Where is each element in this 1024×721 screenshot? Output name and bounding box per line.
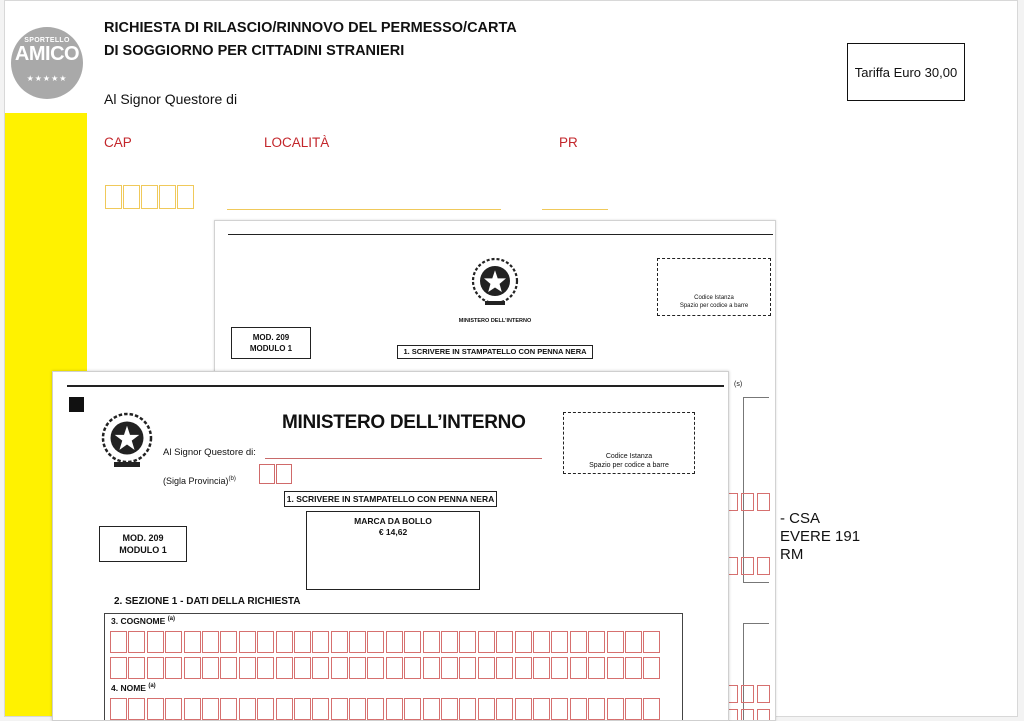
letter-box[interactable]	[441, 657, 458, 679]
letter-box[interactable]	[496, 631, 513, 653]
letter-box[interactable]	[147, 631, 164, 653]
marca-da-bollo-label: MARCA DA BOLLO	[354, 516, 432, 526]
mod-number: MOD. 209	[252, 333, 290, 342]
letter-box[interactable]	[423, 631, 440, 653]
letter-box[interactable]	[184, 631, 201, 653]
envelope-title	[104, 17, 517, 63]
letter-box[interactable]	[570, 698, 587, 720]
address-line-3: RM	[780, 546, 804, 563]
letter-box[interactable]	[441, 631, 458, 653]
logo-stars: ★★★★★	[26, 74, 68, 83]
letter-box[interactable]	[496, 657, 513, 679]
letter-box[interactable]	[478, 698, 495, 720]
letter-box[interactable]	[515, 657, 532, 679]
letter-box[interactable]	[588, 631, 605, 653]
letter-box[interactable]	[147, 698, 164, 720]
nome-label	[111, 683, 156, 693]
letter-box[interactable]	[386, 657, 403, 679]
cap-label: CAP	[104, 135, 132, 150]
pr-label: PR	[559, 135, 578, 150]
envelope-title-line1: RICHIESTA DI RILASCIO/RINNOVO DEL PERMESSO/CARTA	[104, 20, 517, 36]
letter-box[interactable]	[367, 657, 384, 679]
form-back-field-box[interactable]	[741, 709, 754, 721]
letter-box[interactable]	[478, 631, 495, 653]
letter-box[interactable]	[239, 657, 256, 679]
letter-box[interactable]	[404, 631, 421, 653]
cap-box[interactable]	[177, 185, 194, 209]
codice-barre-label: Spazio per codice a barre	[589, 462, 669, 469]
letter-box[interactable]	[220, 631, 237, 653]
address-line-1: - CSA	[780, 510, 821, 527]
form-back-field-box[interactable]	[757, 493, 770, 511]
letter-box[interactable]	[220, 698, 237, 720]
letter-box[interactable]	[202, 631, 219, 653]
letter-box[interactable]	[570, 631, 587, 653]
letter-box[interactable]	[441, 698, 458, 720]
modulo-number: MODULO 1	[119, 545, 167, 555]
form-back-field-box[interactable]	[757, 709, 770, 721]
sigla-provincia-text: (Sigla Provincia)	[163, 476, 229, 486]
letter-box[interactable]	[607, 657, 624, 679]
letter-box[interactable]	[404, 698, 421, 720]
form-back-panel-lower	[743, 623, 769, 721]
letter-box[interactable]	[607, 698, 624, 720]
codice-barre-label: Spazio per codice a barre	[679, 303, 749, 309]
letter-box[interactable]	[533, 698, 550, 720]
cognome-boxes-row-2[interactable]	[110, 657, 662, 679]
codice-istanza-label: Codice Istanza	[694, 295, 734, 301]
letter-box[interactable]	[257, 631, 274, 653]
letter-box[interactable]	[625, 657, 642, 679]
localita-input-line[interactable]	[227, 209, 501, 210]
cap-box[interactable]	[105, 185, 122, 209]
envelope-title-line2: DI SOGGIORNO PER CITTADINI STRANIERI	[104, 43, 405, 59]
letter-box[interactable]	[110, 698, 127, 720]
letter-box[interactable]	[478, 657, 495, 679]
form-front-sheet	[52, 371, 729, 721]
letter-box[interactable]	[643, 631, 660, 653]
letter-box[interactable]	[331, 698, 348, 720]
form-front-codice-istanza	[563, 412, 695, 474]
nome-text: 4. NOME	[111, 683, 146, 693]
form-front-title: MINISTERO DELL’INTERNO	[282, 412, 526, 433]
form-back-field-box[interactable]	[741, 557, 754, 575]
form-back-stampatello-note: 1. SCRIVERE IN STAMPATELLO CON PENNA NERA	[397, 345, 593, 359]
form-front-stampatello-note: 1. SCRIVERE IN STAMPATELLO CON PENNA NERA	[284, 491, 497, 507]
letter-box[interactable]	[459, 631, 476, 653]
letter-box[interactable]	[184, 698, 201, 720]
logo-top-text: SPORTELLO	[24, 37, 70, 44]
letter-box[interactable]	[349, 698, 366, 720]
tariff-box: Tariffa Euro 30,00	[847, 43, 965, 101]
letter-box[interactable]	[202, 698, 219, 720]
letter-box[interactable]	[386, 631, 403, 653]
letter-box[interactable]	[165, 631, 182, 653]
letter-box[interactable]	[459, 657, 476, 679]
form-back-top-rule	[228, 234, 773, 235]
cognome-note: (a)	[167, 616, 176, 623]
sigla-provincia-box[interactable]	[259, 464, 275, 484]
letter-box[interactable]	[110, 631, 127, 653]
nome-boxes-row-1[interactable]	[110, 698, 662, 720]
letter-box[interactable]	[184, 657, 201, 679]
letter-box[interactable]	[220, 657, 237, 679]
letter-box[interactable]	[276, 657, 293, 679]
letter-box[interactable]	[276, 698, 293, 720]
letter-box[interactable]	[643, 657, 660, 679]
form-back-note-s: (s)	[734, 381, 743, 388]
letter-box[interactable]	[533, 631, 550, 653]
address-line-2: EVERE 191	[780, 528, 861, 545]
nome-note: (a)	[148, 683, 156, 690]
letter-box[interactable]	[551, 698, 568, 720]
sigla-provincia-label	[163, 476, 236, 486]
letter-box[interactable]	[257, 698, 274, 720]
form-back-field-box[interactable]	[757, 685, 770, 703]
letter-box[interactable]	[128, 698, 145, 720]
codice-istanza-label: Codice Istanza	[605, 453, 653, 460]
letter-box[interactable]	[202, 657, 219, 679]
letter-box[interactable]	[239, 631, 256, 653]
italian-emblem-icon	[469, 257, 521, 309]
mod-number: MOD. 209	[122, 533, 164, 543]
cap-box[interactable]	[159, 185, 176, 209]
letter-box[interactable]	[423, 698, 440, 720]
cognome-text: 3. COGNOME	[111, 616, 166, 626]
letter-box[interactable]	[239, 698, 256, 720]
form-back-codice-istanza	[657, 258, 771, 316]
modulo-number: MODULO 1	[249, 344, 293, 353]
letter-box[interactable]	[367, 698, 384, 720]
letter-box[interactable]	[570, 657, 587, 679]
envelope-questore-label: Al Signor Questore di	[104, 91, 238, 107]
cognome-boxes-row-1[interactable]	[110, 631, 662, 653]
letter-box[interactable]	[625, 631, 642, 653]
letter-box[interactable]	[294, 657, 311, 679]
letter-box[interactable]	[588, 657, 605, 679]
letter-box[interactable]	[515, 698, 532, 720]
form-front-mod-box	[99, 526, 187, 562]
registration-mark	[69, 397, 84, 412]
letter-box[interactable]	[551, 631, 568, 653]
letter-box[interactable]	[515, 631, 532, 653]
letter-box[interactable]	[276, 631, 293, 653]
sportello-amico-logo	[11, 27, 83, 99]
italian-emblem-icon	[99, 412, 155, 472]
form-back-panel	[743, 397, 769, 583]
letter-box[interactable]	[110, 657, 127, 679]
questore-input-line[interactable]	[265, 458, 542, 459]
letter-box[interactable]	[294, 631, 311, 653]
sigla-note: (b)	[228, 476, 236, 482]
form-back-ministero: MINISTERO DELL'INTERNO	[458, 318, 532, 324]
letter-box[interactable]	[147, 657, 164, 679]
letter-box[interactable]	[625, 698, 642, 720]
letter-box[interactable]	[386, 698, 403, 720]
localita-label: LOCALITÀ	[264, 135, 330, 150]
letter-box[interactable]	[165, 657, 182, 679]
letter-box[interactable]	[331, 631, 348, 653]
letter-box[interactable]	[643, 698, 660, 720]
cognome-label	[111, 616, 175, 626]
form-front-top-rule	[67, 385, 724, 387]
letter-box[interactable]	[312, 631, 329, 653]
letter-box[interactable]	[331, 657, 348, 679]
form-back-field-box[interactable]	[757, 557, 770, 575]
letter-box[interactable]	[496, 698, 513, 720]
marca-da-bollo-box	[306, 511, 480, 590]
cap-box[interactable]	[123, 185, 140, 209]
letter-box[interactable]	[312, 657, 329, 679]
letter-box[interactable]	[404, 657, 421, 679]
letter-box[interactable]	[128, 631, 145, 653]
sezione-1-heading: 2. SEZIONE 1 - DATI DELLA RICHIESTA	[114, 596, 301, 607]
letter-box[interactable]	[312, 698, 329, 720]
letter-box[interactable]	[551, 657, 568, 679]
logo-main-text: AMICO	[14, 43, 80, 65]
letter-box[interactable]	[165, 698, 182, 720]
sigla-provincia-box[interactable]	[276, 464, 292, 484]
letter-box[interactable]	[533, 657, 550, 679]
form-back-field-box[interactable]	[741, 685, 754, 703]
letter-box[interactable]	[367, 631, 384, 653]
form-back-field-box[interactable]	[741, 493, 754, 511]
letter-box[interactable]	[588, 698, 605, 720]
letter-box[interactable]	[349, 657, 366, 679]
letter-box[interactable]	[294, 698, 311, 720]
form-front-questore-label: Al Signor Questore di:	[163, 447, 256, 458]
letter-box[interactable]	[423, 657, 440, 679]
letter-box[interactable]	[607, 631, 624, 653]
letter-box[interactable]	[459, 698, 476, 720]
pr-input-line[interactable]	[542, 209, 608, 210]
marca-da-bollo-value: € 14,62	[378, 527, 408, 537]
form-back-mod-box	[231, 327, 311, 359]
cap-box[interactable]	[141, 185, 158, 209]
letter-box[interactable]	[128, 657, 145, 679]
letter-box[interactable]	[349, 631, 366, 653]
letter-box[interactable]	[257, 657, 274, 679]
cap-input-boxes[interactable]	[105, 185, 195, 209]
